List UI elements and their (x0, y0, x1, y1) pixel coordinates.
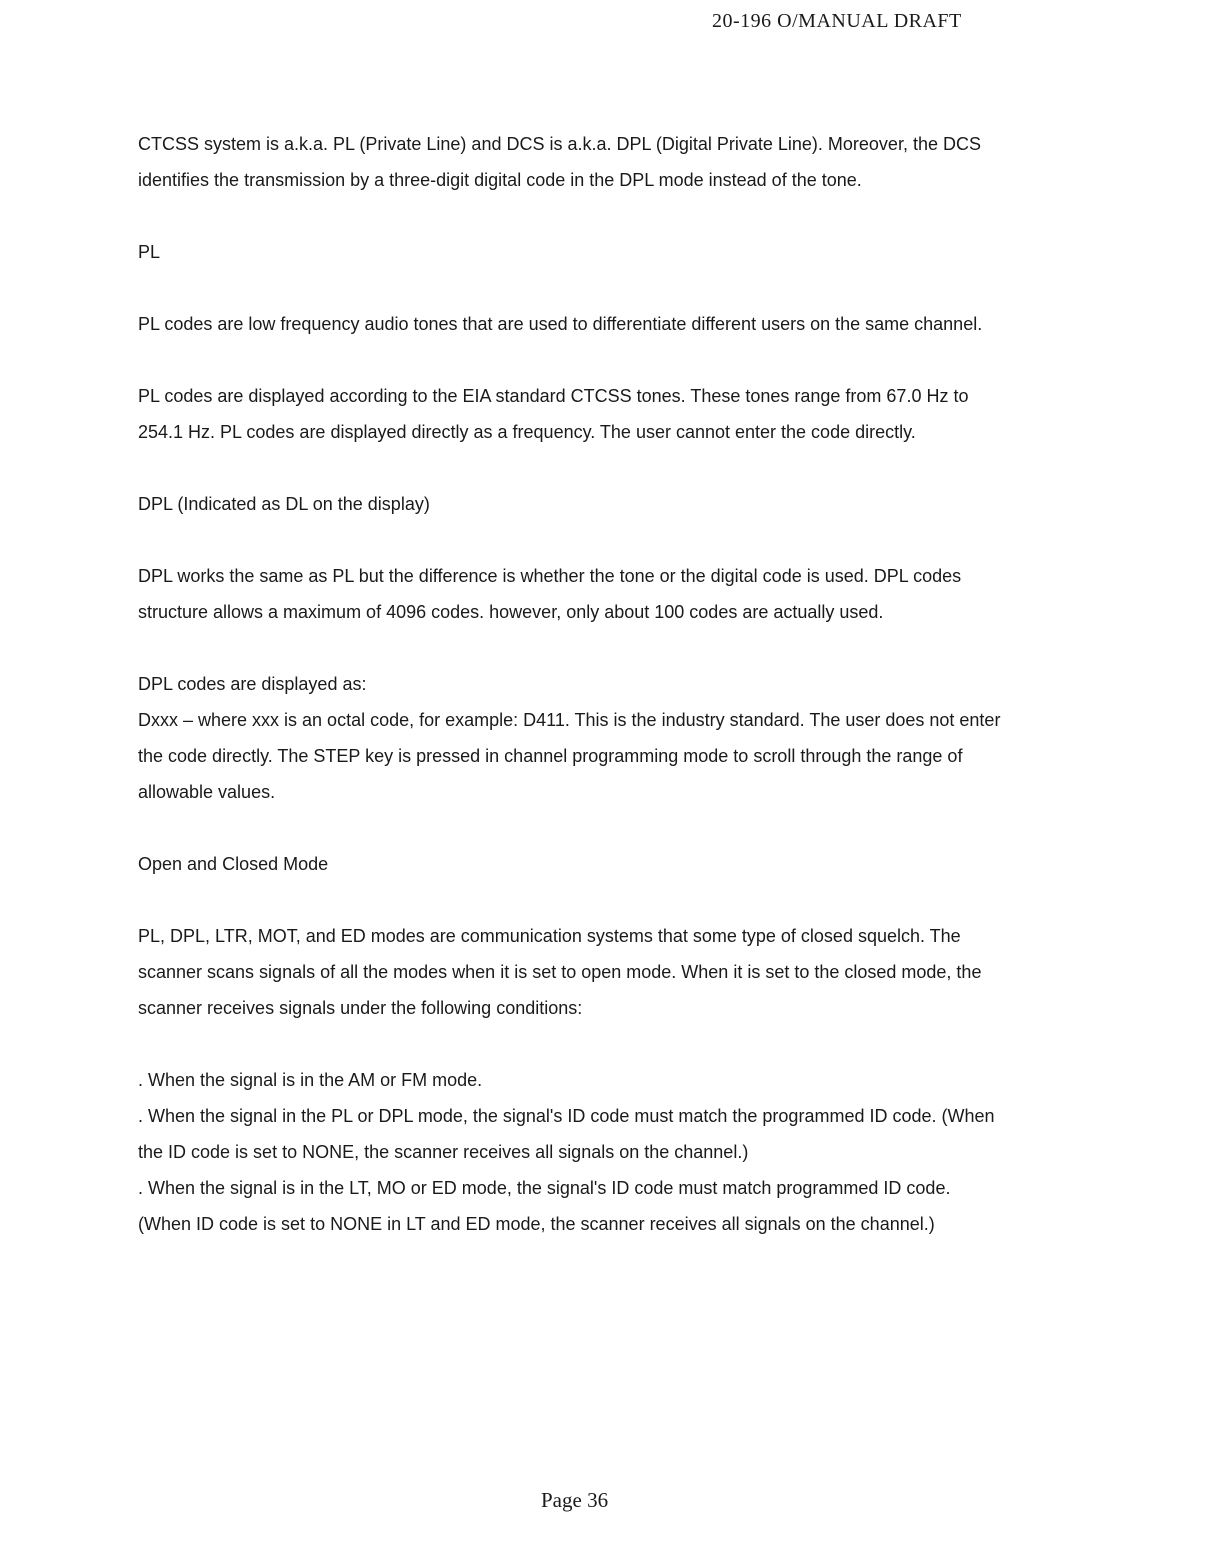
paragraph-dpl-works: DPL works the same as PL but the difference is whether the tone or the digital code is used. DPL codes structure allows a maximum of 4096 codes. however, only about 100 codes are actually used. (138, 566, 962, 622)
running-header: 20-196 O/MANUAL DRAFT (712, 10, 962, 32)
paragraph-pl-display: PL codes are displayed according to the EIA standard CTCSS tones. These tones range from 67.0 Hz to 254.1 Hz. PL codes are displayed directly as a frequency. The user cannot enter the code directly. (138, 386, 969, 442)
list-item: . When the signal is in the AM or FM mode. (138, 1070, 483, 1090)
paragraph-dpl-format: Dxxx – where xxx is an octal code, for example: D411. This is the industry standard. The user does not enter the code directly. The STEP key is pressed in channel programming mode to scroll through the range of allowable values. (138, 710, 1001, 802)
paragraph-ctcss-intro: CTCSS system is a.k.a. PL (Private Line) and DCS is a.k.a. DPL (Digital Private Line). Moreover, the DCS identifies the transmission by a three-digit digital code in the DPL mode instead of the tone. (138, 134, 981, 190)
heading-pl: PL (138, 242, 161, 262)
paragraph-pl-codes: PL codes are low frequency audio tones that are used to differentiate different users on the same channel. (138, 314, 983, 334)
list-item: . When the signal is in the LT, MO or ED mode, the signal's ID code must match programmed ID code. (When ID code is set to NONE in LT and ED mode, the scanner receives all signals on the channel.) (138, 1178, 951, 1234)
list-item: . When the signal in the PL or DPL mode, the signal's ID code must match the programmed ID code. (When the ID code is set to NONE, the scanner receives all signals on the channel.) (138, 1106, 995, 1162)
paragraph-modes: PL, DPL, LTR, MOT, and ED modes are communication systems that some type of closed squelch. The scanner scans signals of all the modes when it is set to open mode. When it is set to the closed mode, the scanner receives signals under the following conditions: (138, 926, 982, 1018)
heading-open-closed-mode: Open and Closed Mode (138, 854, 329, 874)
page-body (138, 126, 1004, 1242)
page-number: Page 36 (541, 1488, 609, 1512)
heading-dpl: DPL (Indicated as DL on the display) (138, 494, 430, 514)
paragraph-dpl-displayed: DPL codes are displayed as: (138, 674, 367, 694)
